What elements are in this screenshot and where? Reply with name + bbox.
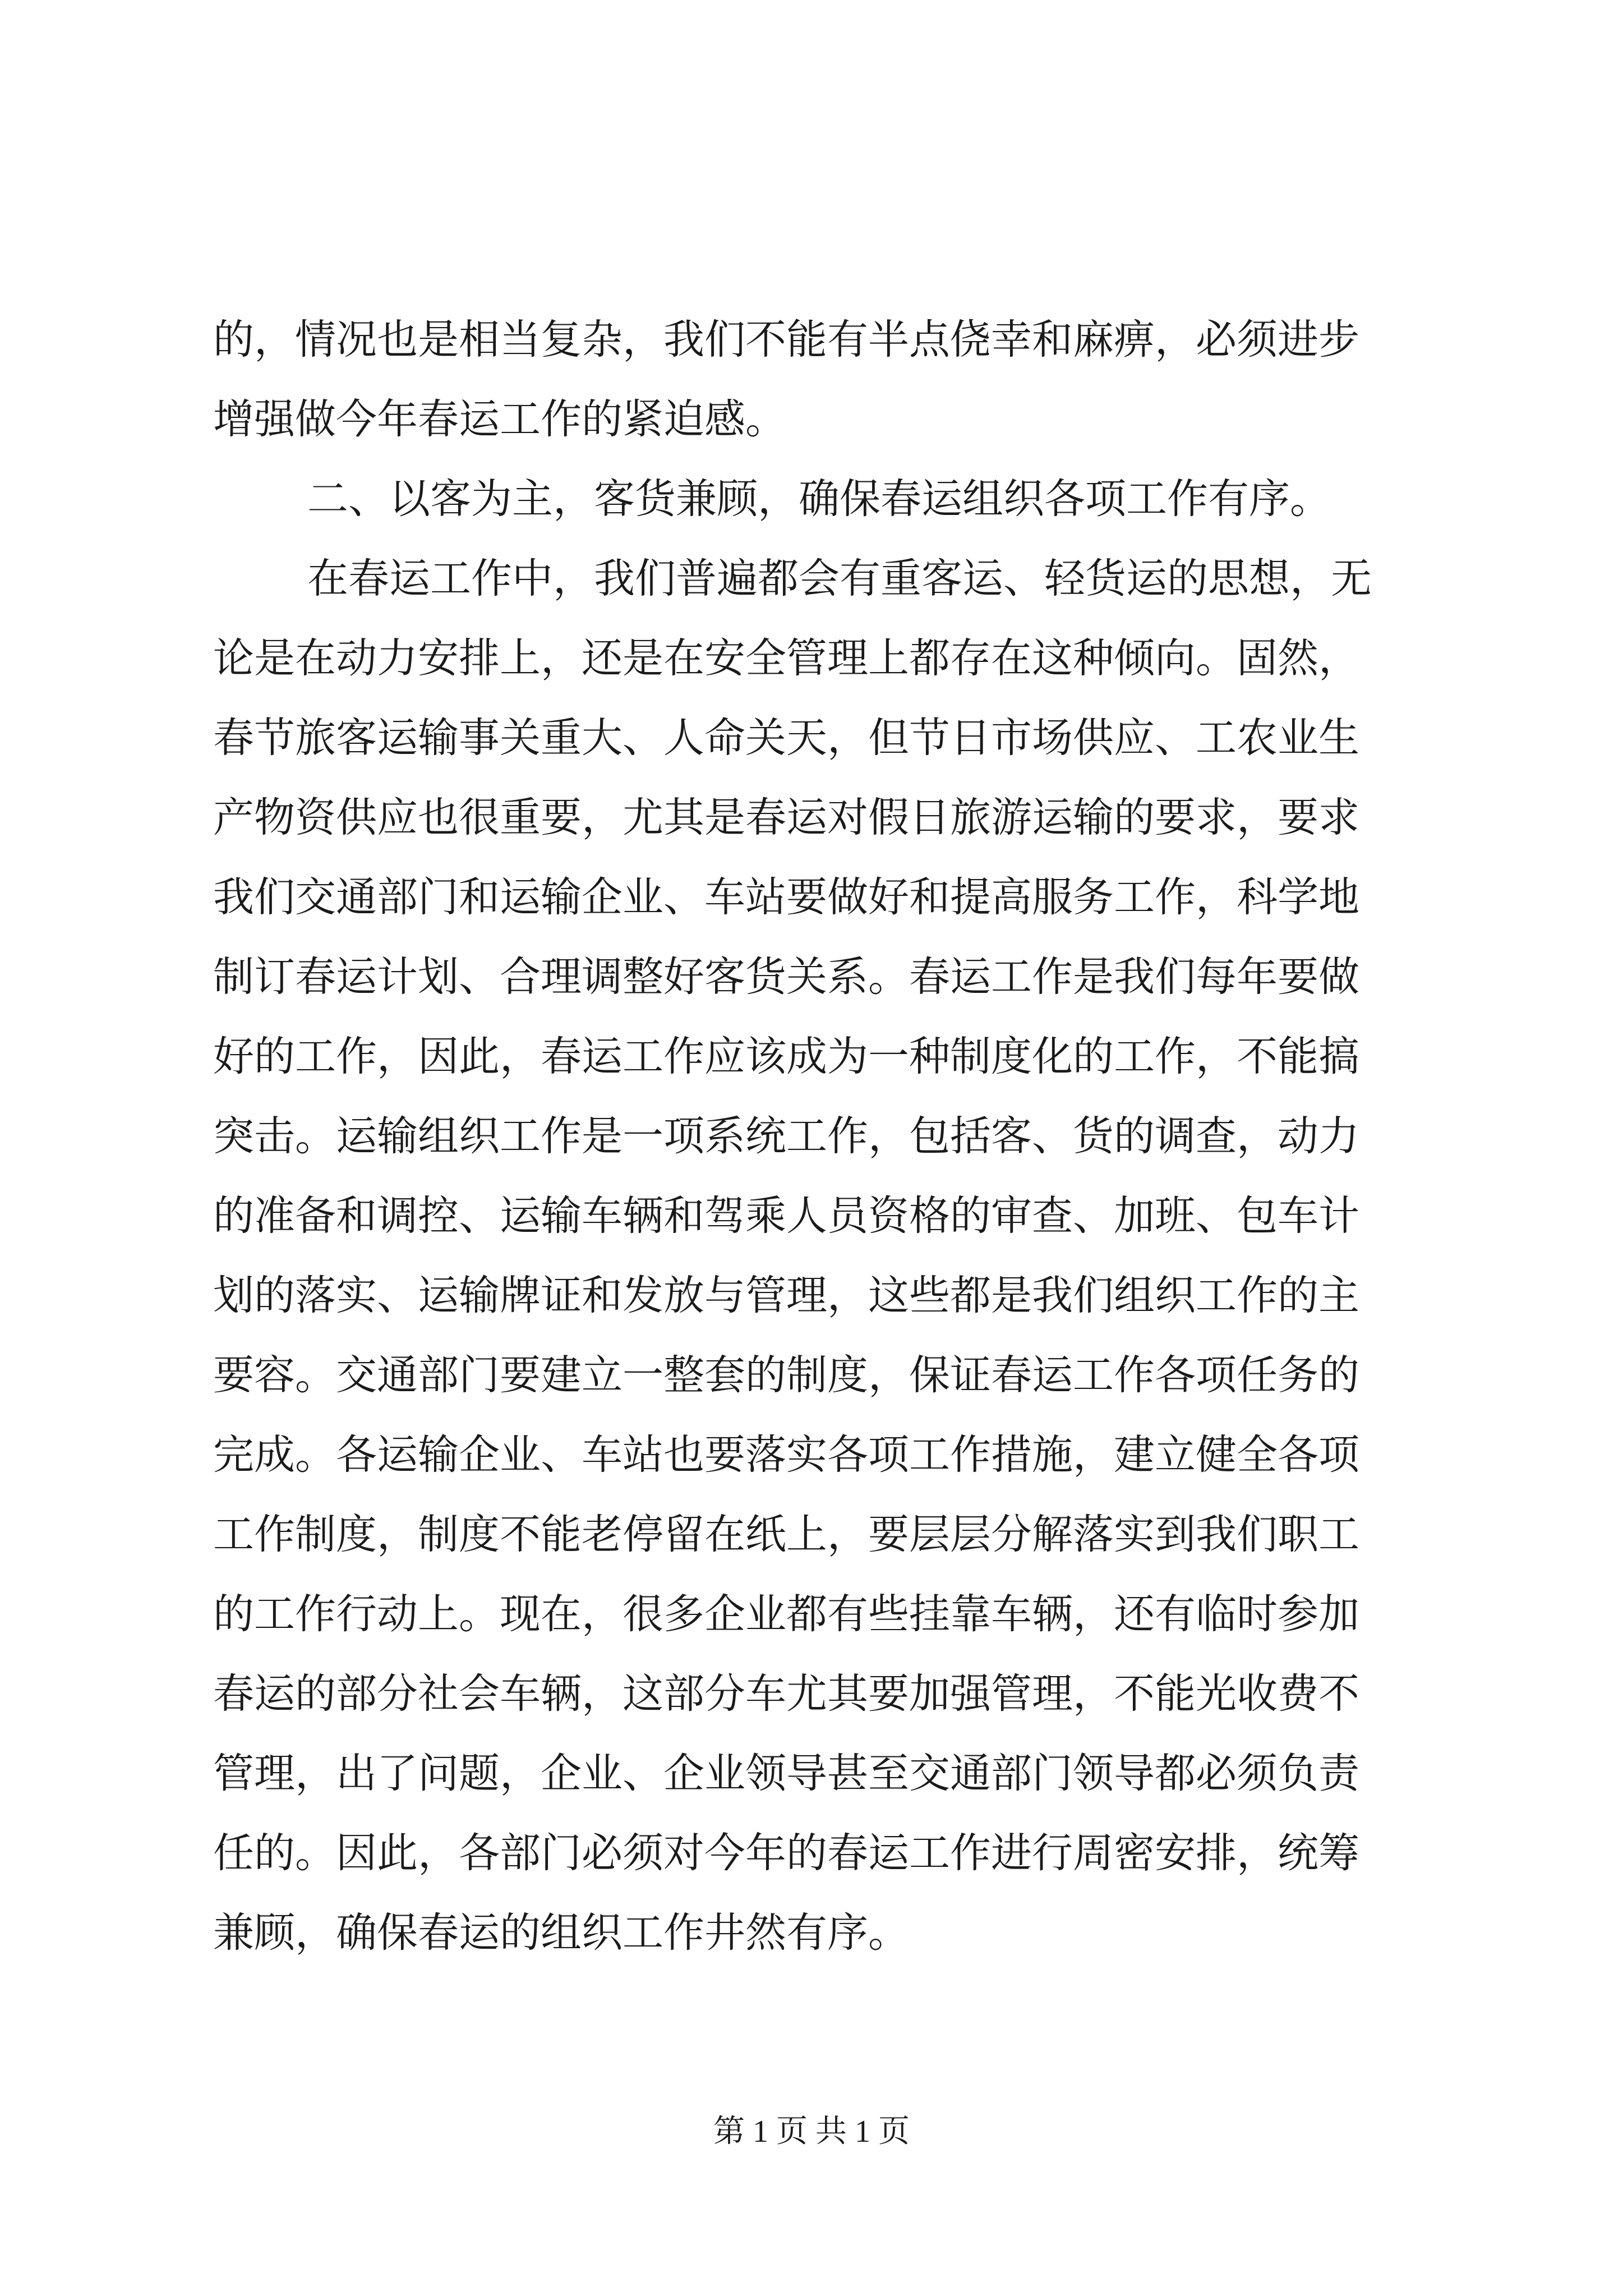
- text-line: 春节旅客运输事关重大、人命关天，但节日市场供应、工农业生: [213, 714, 1359, 762]
- text-line: 完成。各运输企业、车站也要落实各项工作措施，建立健全各项: [213, 1431, 1359, 1479]
- text-line: 突击。运输组织工作是一项系统工作，包括客、货的调查，动力: [213, 1112, 1359, 1160]
- text-line: 论是在动力安排上，还是在安全管理上都存在这种倾向。固然，: [213, 634, 1359, 682]
- text-line: 制订春运计划、合理调整好客货关系。春运工作是我们每年要做: [213, 953, 1359, 1001]
- text-line: 划的落实、运输牌证和发放与管理，这些都是我们组织工作的主: [213, 1272, 1359, 1319]
- text-line: 的，情况也是相当复杂，我们不能有半点侥幸和麻痹，必须进步: [213, 316, 1359, 364]
- text-line: 产物资供应也很重要，尤其是春运对假日旅游运输的要求，要求: [213, 794, 1359, 841]
- text-line: 春运的部分社会车辆，这部分车尤其要加强管理，不能光收费不: [213, 1670, 1359, 1718]
- section-heading: 二、以客为主，客货兼顾，确保春运组织各项工作有序。: [307, 475, 1331, 523]
- text-line: 增强做今年春运工作的紧迫感。: [213, 395, 786, 443]
- page-number: 第 1 页 共 1 页: [713, 2114, 910, 2149]
- text-line: 我们交通部门和运输企业、车站要做好和提高服务工作，科学地: [213, 873, 1359, 921]
- text-line: 好的工作，因此，春运工作应该成为一种制度化的工作，不能搞: [213, 1033, 1359, 1080]
- text-line: 要容。交通部门要建立一整套的制度，保证春运工作各项任务的: [213, 1351, 1359, 1399]
- text-line: 兼顾，确保春运的组织工作井然有序。: [213, 1909, 909, 1957]
- text-line: 的工作行动上。现在，很多企业都有些挂靠车辆，还有临时参加: [213, 1590, 1359, 1638]
- text-line: 在春运工作中，我们普遍都会有重客运、轻货运的思想，无: [307, 555, 1372, 602]
- text-line: 管理，出了问题，企业、企业领导甚至交通部门领导都必须负责: [213, 1750, 1359, 1797]
- text-line: 任的。因此，各部门必须对今年的春运工作进行周密安排，统筹: [213, 1829, 1359, 1877]
- text-line: 工作制度，制度不能老停留在纸上，要层层分解落实到我们职工: [213, 1511, 1359, 1558]
- text-line: 的准备和调控、运输车辆和驾乘人员资格的审查、加班、包车计: [213, 1192, 1359, 1240]
- document-body: [213, 300, 1414, 1973]
